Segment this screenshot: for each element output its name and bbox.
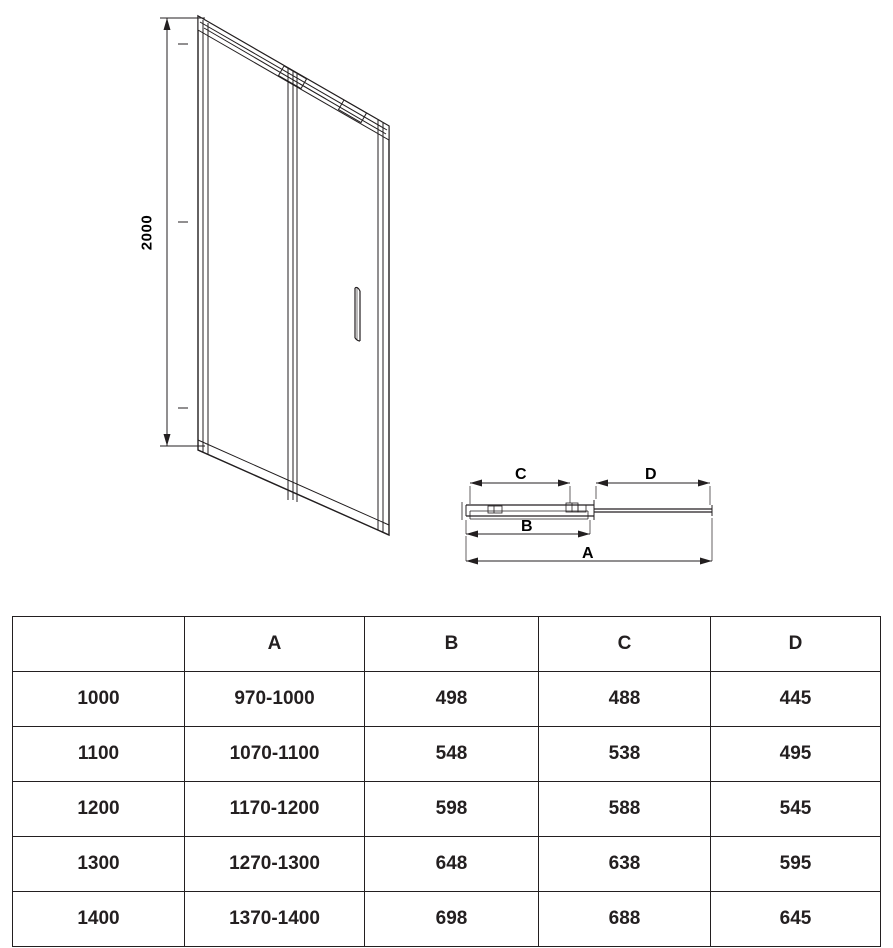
- table-cell-b: 598: [365, 782, 539, 837]
- table-cell-a: 1170-1200: [185, 782, 365, 837]
- table-header-cell-a: A: [185, 617, 365, 672]
- table-cell-a: 1370-1400: [185, 892, 365, 947]
- table-cell-c: 588: [539, 782, 711, 837]
- table-cell-b: 698: [365, 892, 539, 947]
- elevation-view: [198, 16, 389, 535]
- specification-table: [12, 616, 881, 947]
- table-header-cell-0: [13, 617, 185, 672]
- table-cell-b: 498: [365, 672, 539, 727]
- table-header-cell-d: D: [711, 617, 881, 672]
- table-cell-d: 495: [711, 727, 881, 782]
- table-cell-d: 445: [711, 672, 881, 727]
- table-row: [13, 782, 881, 837]
- table-row: [13, 837, 881, 892]
- table-cell-c: 488: [539, 672, 711, 727]
- height-dimension-label: 2000: [138, 214, 156, 251]
- table-cell-size: 1100: [13, 727, 185, 782]
- plan-view: [462, 500, 712, 520]
- table-cell-size: 1300: [13, 837, 185, 892]
- table-cell-a: 1070-1100: [185, 727, 365, 782]
- table-cell-d: 645: [711, 892, 881, 947]
- table-cell-a: 1270-1300: [185, 837, 365, 892]
- table-cell-b: 648: [365, 837, 539, 892]
- table-cell-c: 638: [539, 837, 711, 892]
- plan-dimension-label-d: D: [645, 466, 657, 483]
- table-header-cell-c: C: [539, 617, 711, 672]
- table-cell-d: 595: [711, 837, 881, 892]
- table-cell-size: 1400: [13, 892, 185, 947]
- table-row: [13, 727, 881, 782]
- table-row: [13, 892, 881, 947]
- table-cell-b: 548: [365, 727, 539, 782]
- table-header-cell-b: B: [365, 617, 539, 672]
- table-cell-d: 545: [711, 782, 881, 837]
- plan-dimension-label-c: C: [515, 466, 527, 483]
- table-cell-c: 688: [539, 892, 711, 947]
- table-row: [13, 672, 881, 727]
- plan-dimension-label-a: A: [582, 545, 594, 562]
- table-cell-c: 538: [539, 727, 711, 782]
- plan-dimension-label-b: B: [521, 518, 533, 535]
- table-cell-size: 1200: [13, 782, 185, 837]
- table-cell-a: 970-1000: [185, 672, 365, 727]
- table-header-row: [13, 617, 881, 672]
- table-cell-size: 1000: [13, 672, 185, 727]
